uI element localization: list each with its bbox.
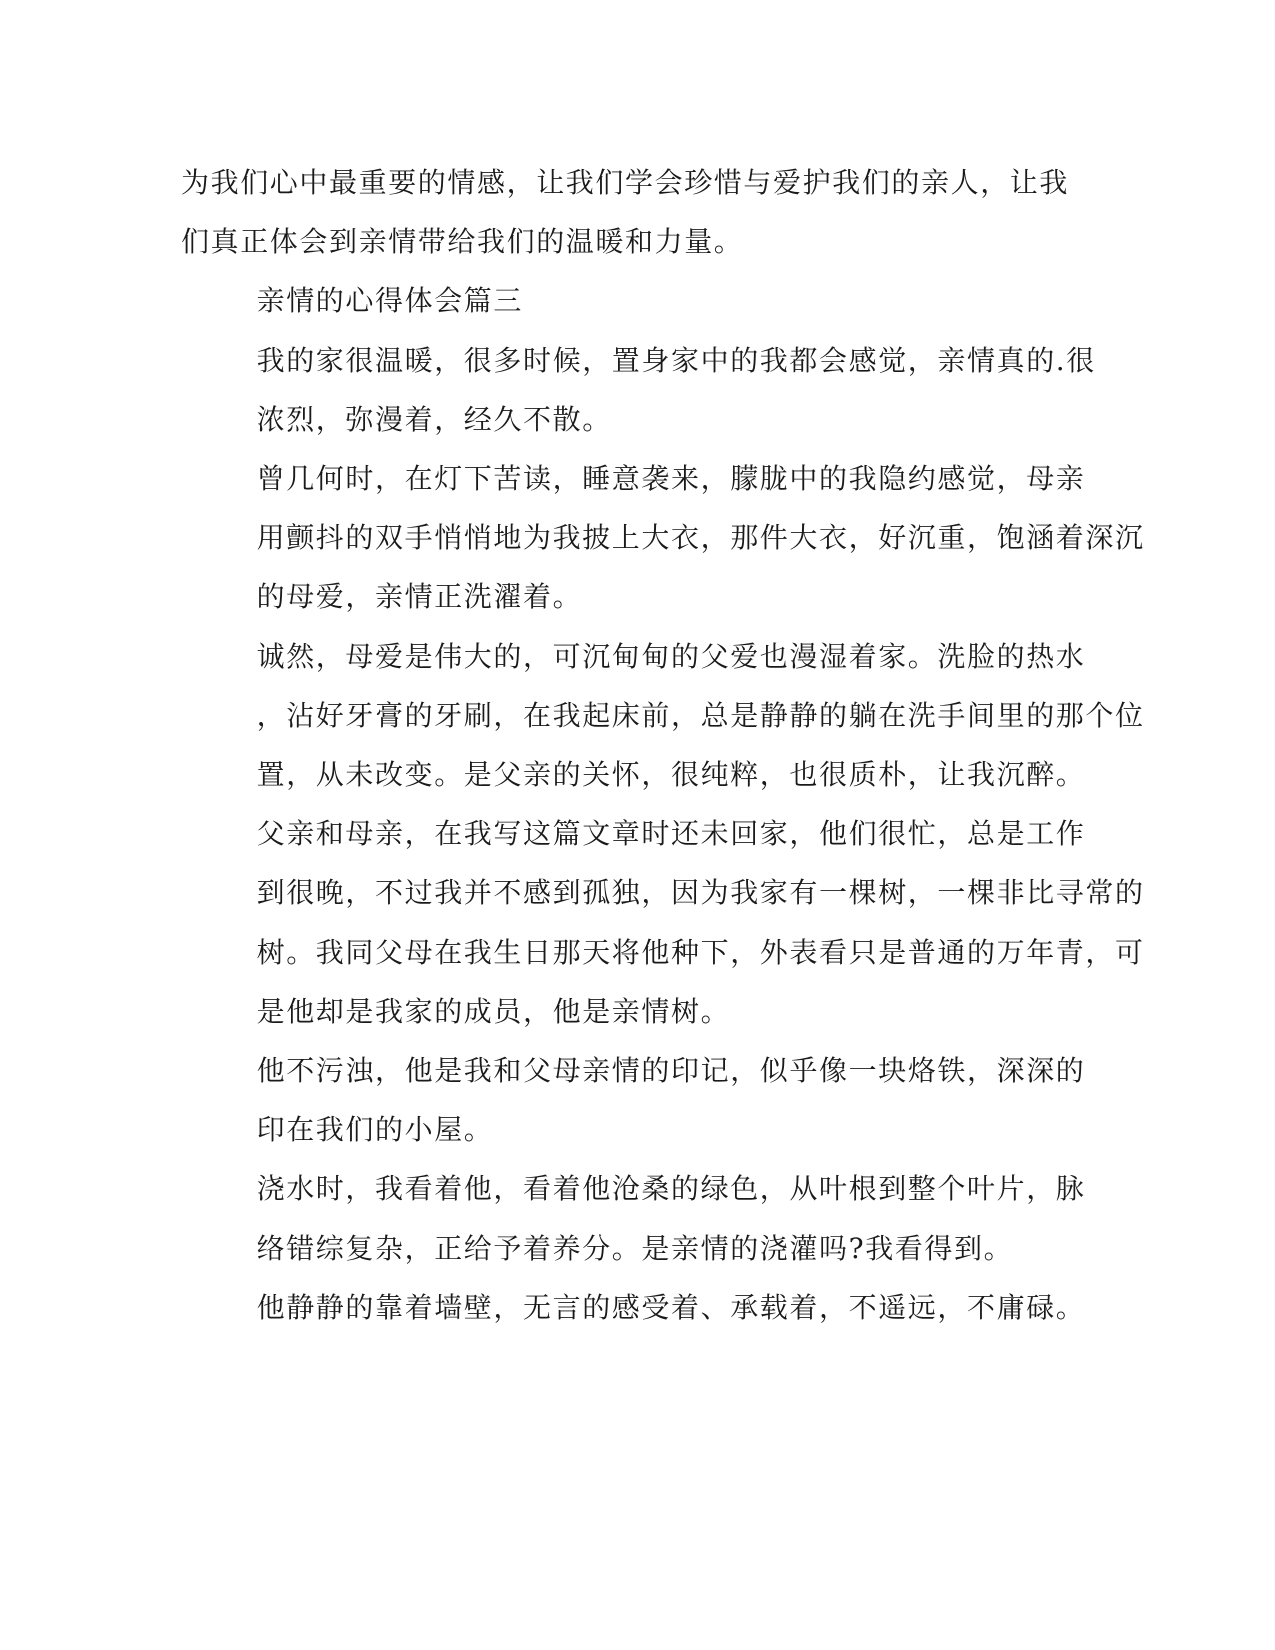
paragraph-7 <box>181 1041 1086 1159</box>
text-line: 我的家很温暖，很多时候，置身家中的我都会感觉，亲情真的.很 <box>256 343 1096 377</box>
text-line: 浓烈，弥漫着，经久不散。 <box>256 402 612 436</box>
text-line: ，沾好牙膏的牙刷，在我起床前，总是静静的躺在洗手间里的那个位 <box>256 698 1145 732</box>
text-line: 树。我同父母在我生日那天将他种下，外表看只是普通的万年青，可 <box>256 935 1145 969</box>
text-line: 的母爱，亲情正洗濯着。 <box>256 580 583 614</box>
section-heading <box>181 271 1033 330</box>
text-line: 是他却是我家的成员，他是亲情树。 <box>256 994 731 1028</box>
text-line: 用颤抖的双手悄悄地为我披上大衣，那件大衣，好沉重，饱涵着深沉 <box>256 521 1145 555</box>
text-line: 到很晚，不过我并不感到孤独，因为我家有一棵树，一棵非比寻常的 <box>256 876 1145 910</box>
text-line: 他不污浊，他是我和父母亲情的印记，似乎像一块烙铁，深深的 <box>256 1054 1086 1088</box>
paragraph-3 <box>181 331 1096 449</box>
paragraph-5 <box>181 627 1145 805</box>
text-line: 为我们心中最重要的情感，让我们学会珍惜与爱护我们的亲人，让我 <box>181 166 1070 199</box>
text-line: 他静静的靠着墙壁，无言的感受着、承载着，不遥远，不庸碌。 <box>256 1290 1086 1324</box>
paragraph-8 <box>181 1159 1086 1277</box>
text-line: 曾几何时，在灯下苦读，睡意袭来，朦胧中的我隐约感觉，母亲 <box>256 462 1086 496</box>
text-line: 们真正体会到亲情带给我们的温暖和力量。 <box>181 225 744 259</box>
text-line: 诚然，母爱是伟大的，可沉甸甸的父爱也漫湿着家。洗脸的热水 <box>256 639 1086 673</box>
text-line: 络错综复杂，正给予着养分。是亲情的浇灌吗?我看得到。 <box>256 1231 1014 1265</box>
paragraph-6 <box>181 804 1145 1041</box>
text-line: 置，从未改变。是父亲的关怀，很纯粹，也很质朴，让我沉醉。 <box>256 758 1086 792</box>
text-line: 印在我们的小屋。 <box>256 1113 494 1147</box>
text-line: 浇水时，我看着他，看着他沧桑的绿色，从叶根到整个叶片，脉 <box>256 1172 1086 1206</box>
document-body <box>181 153 1145 1337</box>
paragraph-1 <box>181 153 1070 271</box>
paragraph-9 <box>181 1278 1086 1337</box>
paragraph-4 <box>181 449 1145 627</box>
text-line: 亲情的心得体会篇三 <box>256 284 523 318</box>
text-line: 父亲和母亲，在我写这篇文章时还未回家，他们很忙，总是工作 <box>256 817 1086 851</box>
